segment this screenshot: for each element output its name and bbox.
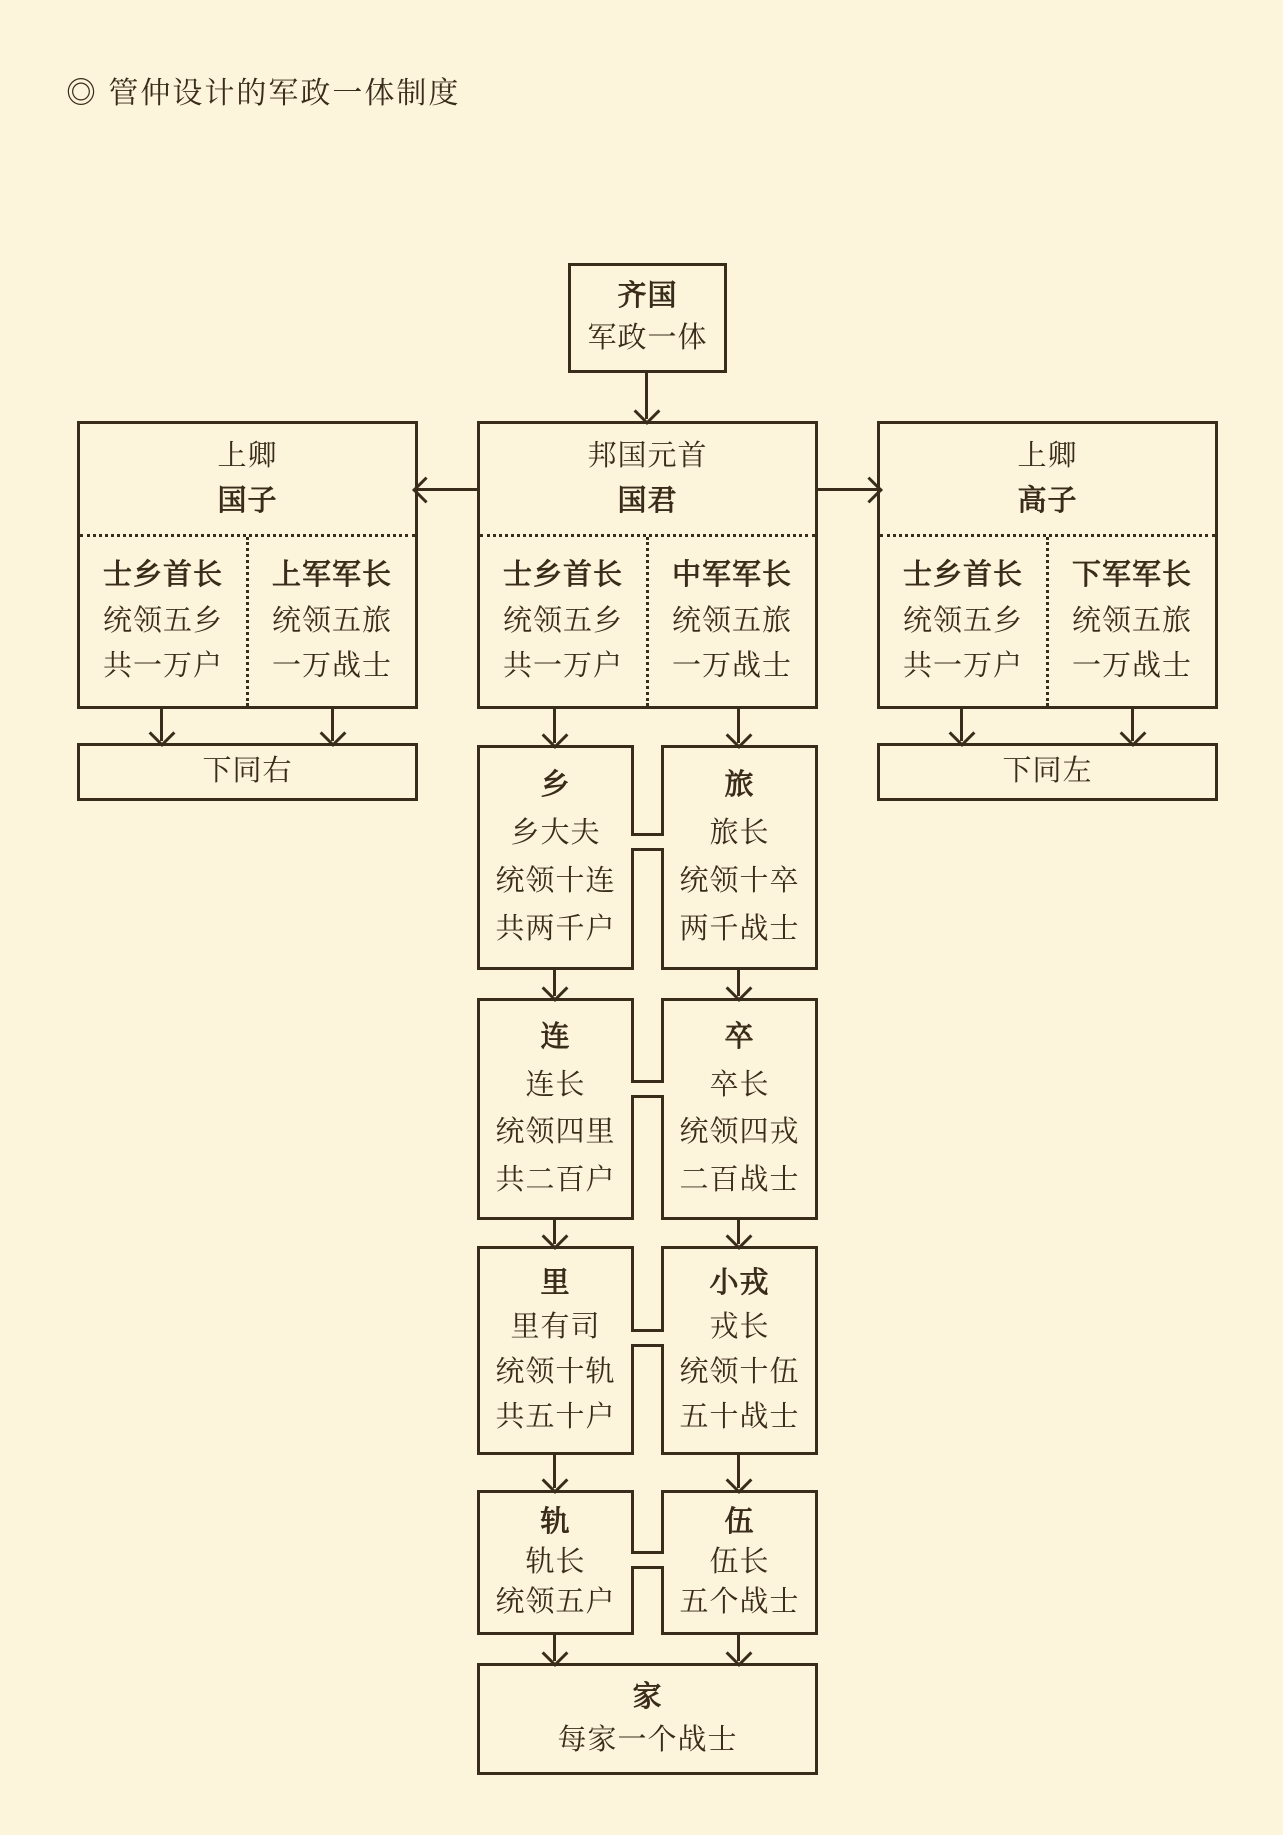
gaozi-rank: 上卿	[1017, 439, 1078, 472]
guozi-header	[80, 424, 415, 537]
column-line: 统领五乡	[902, 604, 1023, 637]
node-line: 统领十伍	[679, 1356, 800, 1389]
node-line: 统领五户	[495, 1585, 616, 1618]
node-title: 里	[540, 1266, 571, 1299]
guozi-rank: 上卿	[217, 439, 278, 472]
node-title: 连	[540, 1021, 571, 1054]
guojun-rank: 邦国元首	[587, 439, 708, 472]
page-title: ◎ 管仲设计的军政一体制度	[66, 77, 461, 110]
connector-gui-wu	[631, 1551, 664, 1569]
node-title: 卒	[724, 1021, 755, 1054]
column-line: 统领五旅	[671, 604, 792, 637]
gaozi-header	[880, 424, 1215, 537]
column-title: 中军军长	[671, 559, 792, 592]
node-guojun	[477, 421, 818, 709]
arrow-guojun-to-lv	[737, 709, 740, 743]
node-line: 统领四戎	[679, 1116, 800, 1149]
node-wu	[661, 1490, 818, 1635]
arrow-xiang-to-lian	[553, 970, 556, 996]
column-line: 共一万户	[502, 650, 623, 683]
node-lian	[477, 998, 634, 1220]
connector-xiang-lv	[631, 833, 664, 851]
node-line: 卒长	[709, 1068, 770, 1101]
node-line: 统领十卒	[679, 864, 800, 897]
arrow-zu-to-xiaorong	[737, 1220, 740, 1244]
node-line: 统领十轨	[495, 1356, 616, 1389]
node-shangqing-gaozi	[877, 421, 1218, 709]
guojun-military-column	[649, 537, 815, 706]
column-line: 一万战士	[671, 650, 792, 683]
arrow-guojun-to-gaozi	[818, 488, 877, 491]
guozi-military-column	[249, 537, 415, 706]
column-line: 一万战士	[1071, 650, 1192, 683]
column-line: 一万战士	[271, 650, 392, 683]
note-xiatong-you	[77, 743, 418, 801]
node-line: 伍长	[709, 1545, 770, 1578]
node-line: 戎长	[709, 1311, 770, 1344]
node-title: 家	[632, 1681, 663, 1714]
arrow-gaozi-military-down	[1131, 709, 1134, 741]
node-line: 每家一个战士	[557, 1723, 738, 1756]
node-title: 伍	[724, 1505, 755, 1538]
arrow-gui-to-jia	[553, 1635, 556, 1661]
node-line: 共两千户	[495, 912, 616, 945]
arrow-guozi-military-down	[331, 709, 334, 741]
node-jia	[477, 1663, 818, 1775]
column-title: 士乡首长	[902, 559, 1023, 592]
arrow-guojun-to-xiang	[553, 709, 556, 743]
node-title: 乡	[540, 768, 571, 801]
column-title: 上军军长	[271, 559, 392, 592]
arrow-guojun-to-guozi	[418, 488, 477, 491]
connector-li-xiaorong	[631, 1329, 664, 1347]
note-xiatong-zuo	[877, 743, 1218, 801]
node-line: 两千战士	[679, 912, 800, 945]
arrow-qi-to-guojun	[645, 373, 648, 419]
node-line: 二百战士	[679, 1163, 800, 1196]
node-line: 统领十连	[495, 864, 616, 897]
node-gui	[477, 1490, 634, 1635]
node-qiguo-subtitle: 军政一体	[587, 322, 708, 355]
arrow-li-to-gui	[553, 1455, 556, 1488]
node-line: 共二百户	[495, 1163, 616, 1196]
guojun-header	[480, 424, 815, 537]
node-line: 五个战士	[679, 1585, 800, 1618]
column-title: 士乡首长	[502, 559, 623, 592]
node-zu	[661, 998, 818, 1220]
arrow-lian-to-li	[553, 1220, 556, 1244]
column-title: 士乡首长	[102, 559, 223, 592]
node-line: 统领四里	[495, 1116, 616, 1149]
guozi-name: 国子	[217, 485, 278, 517]
arrow-gaozi-civil-down	[960, 709, 963, 741]
column-line: 统领五乡	[502, 604, 623, 637]
node-xiang	[477, 745, 634, 970]
arrow-xiaorong-to-wu	[737, 1455, 740, 1488]
node-line: 五十战士	[679, 1401, 800, 1434]
gaozi-name: 高子	[1017, 485, 1078, 517]
node-qiguo-title: 齐国	[617, 280, 678, 313]
gaozi-civil-column	[880, 537, 1046, 706]
node-title: 旅	[724, 768, 755, 801]
node-line: 旅长	[709, 816, 770, 849]
node-qiguo	[568, 263, 727, 373]
arrow-wu-to-jia	[737, 1635, 740, 1661]
arrow-lv-to-zu	[737, 970, 740, 996]
node-line: 乡大夫	[510, 816, 601, 849]
node-title: 小戎	[709, 1266, 770, 1299]
column-line: 统领五乡	[102, 604, 223, 637]
node-line: 里有司	[510, 1311, 601, 1344]
column-title: 下军军长	[1071, 559, 1192, 592]
column-line: 统领五旅	[271, 604, 392, 637]
gaozi-military-column	[1049, 537, 1215, 706]
node-line: 连长	[525, 1068, 586, 1101]
node-li	[477, 1246, 634, 1455]
node-xiaorong	[661, 1246, 818, 1455]
guojun-civil-column	[480, 537, 646, 706]
guojun-name: 国君	[617, 485, 678, 517]
node-lv	[661, 745, 818, 970]
node-line: 共五十户	[495, 1401, 616, 1434]
node-shangqing-guozi	[77, 421, 418, 709]
note-text: 下同右	[202, 755, 293, 788]
column-line: 统领五旅	[1071, 604, 1192, 637]
column-line: 共一万户	[902, 650, 1023, 683]
guozi-civil-column	[80, 537, 246, 706]
note-text: 下同左	[1002, 755, 1093, 788]
node-title: 轨	[540, 1505, 571, 1538]
connector-lian-zu	[631, 1080, 664, 1098]
arrow-guozi-civil-down	[160, 709, 163, 741]
node-line: 轨长	[525, 1545, 586, 1578]
column-line: 共一万户	[102, 650, 223, 683]
